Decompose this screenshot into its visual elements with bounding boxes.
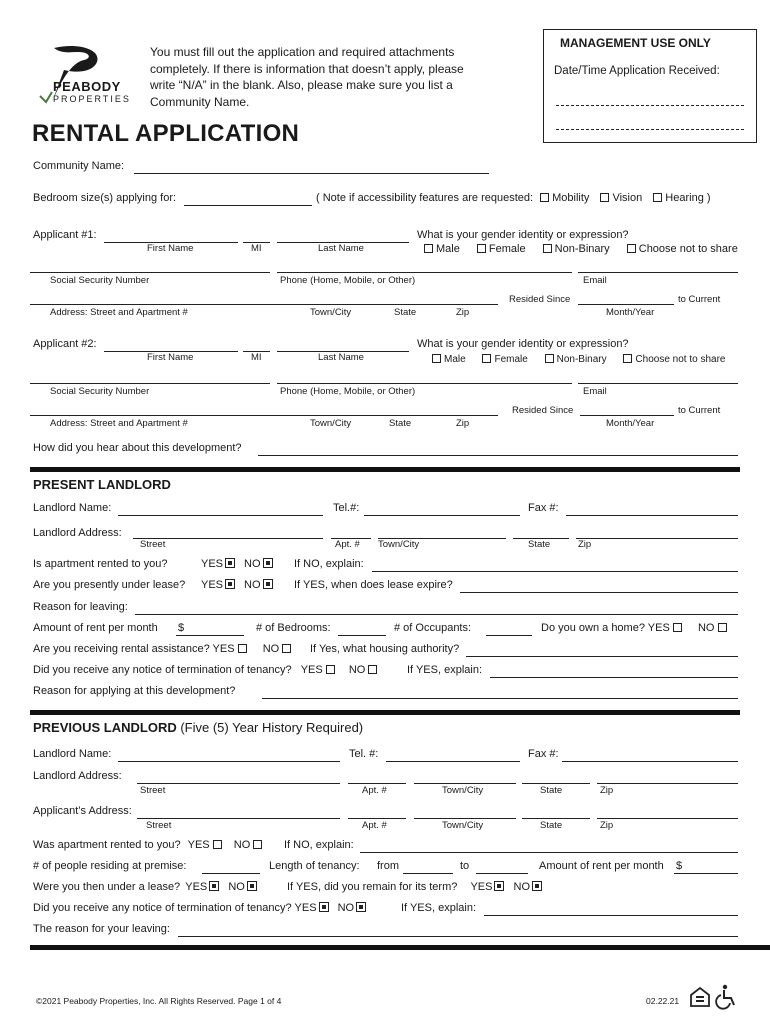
applicant1-female-label: Female: [488, 243, 526, 255]
previous-lease-no-checkbox[interactable]: [247, 881, 257, 891]
present-rent-label: Amount of rent per month: [33, 622, 158, 634]
present-rented-yes-label: YES: [201, 558, 224, 570]
applicant2-email-field[interactable]: [578, 383, 738, 384]
present-home-yes-checkbox[interactable]: [673, 623, 682, 632]
previous-state-field[interactable]: [522, 783, 590, 784]
management-received-label: Date/Time Application Received:: [554, 65, 720, 77]
applicant1-nonbinary-label: Non-Binary: [554, 243, 610, 255]
present-occupants-field[interactable]: [486, 635, 532, 636]
applicant1-resided-label: Resided Since: [509, 294, 571, 305]
previous-notice-question: [33, 902, 366, 914]
present-rented-no-label: NO: [244, 558, 261, 570]
applicant2-female-checkbox[interactable]: [482, 354, 491, 363]
applicant2-resided-field[interactable]: [580, 415, 674, 416]
present-housing-auth-label: If Yes, what housing authority?: [310, 643, 460, 655]
present-state-caption: State: [528, 539, 551, 550]
previous-to-field[interactable]: [476, 873, 528, 874]
applicant2-label: Applicant #2:: [33, 338, 97, 350]
previous-applicant-zip-field[interactable]: [597, 818, 738, 819]
management-line-1[interactable]: [556, 105, 744, 106]
applicant1-gender-question: What is your gender identity or expression?: [417, 229, 629, 241]
previous-rent-label: Amount of rent per month: [539, 860, 664, 872]
present-assist-question: [33, 643, 294, 655]
present-lease-expire-field[interactable]: [460, 592, 738, 593]
applicant1-email-field[interactable]: [578, 272, 738, 273]
applicant2-mi-caption: MI: [251, 352, 262, 363]
applicant1-mi-caption: MI: [251, 243, 262, 254]
intro-line-4: Community Name.: [150, 95, 250, 109]
applicant1-gender-options: [424, 243, 738, 255]
applicant2-zip-caption: Zip: [456, 418, 470, 429]
applicant2-state-caption: State: [389, 418, 412, 429]
present-reason-field[interactable]: [135, 614, 738, 615]
previous-tel-label: Tel. #:: [349, 748, 379, 760]
present-lease-question: Are you presently under lease?: [33, 579, 186, 591]
present-notice-yes-checkbox[interactable]: [326, 665, 335, 674]
previous-applicant-street-field[interactable]: [137, 818, 340, 819]
previous-notice-yes-label: YES: [294, 902, 317, 914]
present-lease-no-label: NO: [244, 579, 261, 591]
present-notice-label: Did you receive any notice of termination of tenancy?: [33, 664, 292, 676]
present-reason-label: Reason for leaving:: [33, 601, 128, 613]
previous-rented-question: [33, 839, 265, 851]
applicant2-notshare-label: Choose not to share: [635, 354, 726, 365]
previous-reason-field[interactable]: [178, 936, 738, 937]
applicant1-to-current: to Current: [678, 294, 721, 305]
previous-notice-explain-label: If YES, explain:: [401, 902, 477, 914]
present-reason-applying-label: Reason for applying at this development?: [33, 685, 236, 697]
previous-applicant-zip-caption: Zip: [600, 820, 614, 831]
previous-notice-no-label: NO: [337, 902, 355, 914]
applicant2-phone-field[interactable]: [277, 383, 572, 384]
present-rent-field[interactable]: [176, 635, 244, 636]
management-box: [543, 29, 757, 143]
present-home-no-label: NO: [697, 622, 715, 634]
previous-applicant-address-label: Applicant’s Address:: [33, 805, 132, 817]
previous-applicant-apt-caption: Apt. #: [362, 820, 387, 831]
present-lease-yes: [201, 579, 235, 591]
present-assist-no-checkbox[interactable]: [282, 644, 291, 653]
section-divider-2: [30, 710, 740, 715]
present-if-no-label: If NO, explain:: [294, 558, 364, 570]
applicant1-male-label: Male: [436, 243, 460, 255]
previous-from-label: from: [377, 860, 399, 872]
previous-notice-no-checkbox[interactable]: [356, 902, 366, 912]
hearing-label: Hearing ): [665, 192, 711, 204]
previous-zip-caption: Zip: [600, 785, 614, 796]
present-notice-no-label: NO: [348, 664, 366, 676]
bedroom-label: Bedroom size(s) applying for:: [33, 192, 177, 204]
present-fax-label: Fax #:: [528, 502, 559, 514]
present-rented-yes: [201, 558, 235, 570]
previous-applicant-state-caption: State: [540, 820, 563, 831]
applicant2-town-caption: Town/City: [310, 418, 352, 429]
applicant1-town-caption: Town/City: [310, 307, 352, 318]
previous-notice-yes-checkbox[interactable]: [319, 902, 329, 912]
previous-lease-yes-checkbox[interactable]: [209, 881, 219, 891]
present-fax-field[interactable]: [566, 515, 738, 516]
previous-street-field[interactable]: [137, 783, 340, 784]
present-reason-applying-field[interactable]: [262, 698, 738, 699]
previous-remain-yes-checkbox[interactable]: [494, 881, 504, 891]
vision-checkbox[interactable]: [600, 193, 609, 202]
present-assist-yes-checkbox[interactable]: [238, 644, 247, 653]
section-divider-3: [30, 945, 770, 950]
previous-tel-field[interactable]: [386, 761, 520, 762]
previous-people-label: # of people residing at premise:: [33, 860, 187, 872]
present-lease-expire-label: If YES, when does lease expire?: [294, 579, 453, 591]
present-notice-no-checkbox[interactable]: [368, 665, 377, 674]
present-notice-yes-label: YES: [300, 664, 323, 676]
intro-line-1: You must fill out the application and required attachments: [150, 45, 455, 59]
accessibility-note-label: ( Note if accessibility features are requested:: [316, 192, 534, 204]
applicant1-phone-caption: Phone (Home, Mobile, or Other): [280, 275, 416, 286]
previous-landlord-title-bold: PREVIOUS LANDLORD: [33, 720, 177, 735]
applicant2-monthyear-caption: Month/Year: [606, 418, 655, 429]
applicant2-nonbinary-checkbox[interactable]: [545, 354, 554, 363]
present-lease-yes-checkbox[interactable]: [225, 579, 235, 589]
applicant2-male-checkbox[interactable]: [432, 354, 441, 363]
applicant1-male-checkbox[interactable]: [424, 244, 433, 253]
applicant1-phone-field[interactable]: [277, 272, 572, 273]
previous-if-no-field[interactable]: [360, 852, 738, 853]
community-label: Community Name:: [33, 160, 125, 172]
present-address-label: Landlord Address:: [33, 527, 122, 539]
applicant2-address-caption: Address: Street and Apartment #: [50, 418, 188, 429]
applicant1-address-field[interactable]: [30, 304, 498, 305]
previous-applicant-street-caption: Street: [146, 820, 172, 831]
previous-tenancy-label: Length of tenancy:: [269, 860, 360, 872]
previous-town-caption: Town/City: [442, 785, 484, 796]
logo-name: PEABODY: [53, 79, 121, 94]
present-rented-question: Is apartment rented to you?: [33, 558, 168, 570]
applicant1-first-caption: First Name: [147, 243, 194, 254]
present-rented-no: [244, 558, 273, 570]
footer-code: 02.22.21: [646, 996, 680, 1006]
previous-notice-explain-field[interactable]: [484, 915, 738, 916]
present-rent-dollar: $: [178, 622, 185, 634]
present-name-field[interactable]: [118, 515, 323, 516]
previous-applicant-state-field[interactable]: [522, 818, 590, 819]
present-bedrooms-label: # of Bedrooms:: [256, 622, 331, 634]
previous-applicant-town-caption: Town/City: [442, 820, 484, 831]
present-town-caption: Town/City: [378, 539, 420, 550]
applicant2-to-current: to Current: [678, 405, 721, 416]
present-if-no-field[interactable]: [372, 571, 738, 572]
footer-copyright: ©2021 Peabody Properties, Inc. All Rights Reserved. Page 1 of 4: [36, 996, 282, 1006]
previous-apt-field[interactable]: [348, 783, 406, 784]
present-tel-label: Tel.#:: [333, 502, 360, 514]
applicant2-gender-options: [432, 354, 725, 365]
previous-rented-yes-label: YES: [187, 839, 210, 851]
intro-line-3: write “N/A” in the blank. Also, please make sure you list a: [150, 78, 453, 92]
present-landlord-title: PRESENT LANDLORD: [33, 477, 171, 492]
present-name-label: Landlord Name:: [33, 502, 112, 514]
previous-lease-yes-label: YES: [185, 881, 208, 893]
previous-apt-caption: Apt. #: [362, 785, 387, 796]
present-lease-no: [244, 579, 273, 591]
previous-state-caption: State: [540, 785, 563, 796]
present-notice-explain-label: If YES, explain:: [407, 664, 483, 676]
applicant1-female-checkbox[interactable]: [477, 244, 486, 253]
community-field[interactable]: [134, 173, 489, 174]
previous-rented-label: Was apartment rented to you?: [33, 839, 181, 851]
present-zip-caption: Zip: [578, 539, 592, 550]
present-home-no-checkbox[interactable]: [718, 623, 727, 632]
applicant2-notshare-checkbox[interactable]: [623, 354, 632, 363]
previous-name-field[interactable]: [118, 761, 340, 762]
previous-landlord-title: [33, 720, 363, 735]
present-assist-yes-label: Are you receiving rental assistance? YES: [33, 643, 235, 655]
previous-to-label: to: [460, 860, 470, 872]
previous-remain-question: [287, 881, 542, 893]
applicant2-first-caption: First Name: [147, 352, 194, 363]
present-tel-field[interactable]: [364, 515, 520, 516]
previous-applicant-apt-field[interactable]: [348, 818, 406, 819]
applicant2-male-label: Male: [444, 354, 466, 365]
hear-label: How did you hear about this development?: [33, 442, 242, 454]
previous-remain-no-checkbox[interactable]: [532, 881, 542, 891]
applicant2-resided-label: Resided Since: [512, 405, 574, 416]
previous-landlord-title-rest: (Five (5) Year History Required): [176, 720, 364, 735]
previous-remain-label: If YES, did you remain for its term?: [287, 881, 458, 893]
applicant2-phone-caption: Phone (Home, Mobile, or Other): [280, 386, 416, 397]
present-zip-field[interactable]: [576, 538, 738, 539]
present-assist-no-label: NO: [262, 643, 280, 655]
applicant2-female-label: Female: [494, 354, 528, 365]
management-title: MANAGEMENT USE ONLY: [560, 36, 711, 50]
present-rented-yes-checkbox[interactable]: [225, 558, 235, 568]
present-occupants-label: # of Occupants:: [394, 622, 472, 634]
applicant1-notshare-label: Choose not to share: [638, 243, 738, 255]
previous-address-label: Landlord Address:: [33, 770, 122, 782]
previous-lease-question: [33, 881, 257, 893]
logo-sub: PROPERTIES: [53, 94, 131, 104]
vision-label: Vision: [612, 192, 643, 204]
present-home-yes-label: Do you own a home? YES: [541, 622, 670, 634]
present-lease-no-checkbox[interactable]: [263, 579, 273, 589]
previous-town-field[interactable]: [414, 783, 516, 784]
previous-lease-no-label: NO: [228, 881, 245, 893]
mobility-checkbox[interactable]: [540, 193, 549, 202]
applicant2-email-caption: Email: [583, 386, 607, 397]
intro-line-2: completely. If there is information that doesn’t apply, please: [150, 62, 464, 76]
applicant1-monthyear-caption: Month/Year: [606, 307, 655, 318]
present-notice-question: [33, 664, 380, 676]
previous-rented-yes-checkbox[interactable]: [213, 840, 222, 849]
previous-lease-label: Were you then under a lease?: [33, 881, 181, 893]
previous-rent-field[interactable]: [674, 873, 738, 874]
applicant2-address-field[interactable]: [30, 415, 498, 416]
previous-if-no-label: If NO, explain:: [284, 839, 354, 851]
present-home-question: [541, 622, 730, 634]
present-bedrooms-field[interactable]: [338, 635, 386, 636]
present-rented-no-checkbox[interactable]: [263, 558, 273, 568]
applicant1-address-caption: Address: Street and Apartment #: [50, 307, 188, 318]
applicant1-state-caption: State: [394, 307, 417, 318]
previous-rented-no-checkbox[interactable]: [253, 840, 262, 849]
bedroom-field[interactable]: [184, 205, 312, 206]
applicant1-email-caption: Email: [583, 275, 607, 286]
present-notice-explain-field[interactable]: [490, 677, 738, 678]
present-housing-auth-field[interactable]: [466, 656, 738, 657]
applicant1-label: Applicant #1:: [33, 229, 97, 241]
hearing-checkbox[interactable]: [653, 193, 662, 202]
previous-name-label: Landlord Name:: [33, 748, 112, 760]
previous-fax-field[interactable]: [562, 761, 738, 762]
previous-rent-dollar: $: [676, 860, 683, 872]
previous-people-field[interactable]: [202, 873, 260, 874]
applicant1-last-caption: Last Name: [318, 243, 364, 254]
previous-notice-label: Did you receive any notice of termination of tenancy?: [33, 902, 292, 914]
applicant2-gender-question: What is your gender identity or expression?: [417, 338, 629, 350]
previous-street-caption: Street: [140, 785, 166, 796]
section-divider-1: [30, 467, 740, 472]
previous-from-field[interactable]: [403, 873, 453, 874]
applicant2-ssn-caption: Social Security Number: [50, 386, 150, 397]
applicant1-ssn-field[interactable]: [30, 272, 270, 273]
accessibility-note: [316, 192, 711, 204]
previous-fax-label: Fax #:: [528, 748, 559, 760]
applicant1-notshare-checkbox[interactable]: [627, 244, 636, 253]
applicant2-ssn-field[interactable]: [30, 383, 270, 384]
equal-housing-icon: [689, 986, 711, 1008]
previous-applicant-town-field[interactable]: [414, 818, 516, 819]
applicant1-nonbinary-checkbox[interactable]: [543, 244, 552, 253]
present-lease-yes-label: YES: [201, 579, 224, 591]
previous-rented-no-label: NO: [233, 839, 251, 851]
present-street-caption: Street: [140, 539, 166, 550]
applicant1-zip-caption: Zip: [456, 307, 470, 318]
previous-remain-no-label: NO: [513, 881, 531, 893]
present-apt-caption: Apt. #: [335, 539, 360, 550]
wheelchair-accessible-icon: [714, 984, 738, 1010]
previous-remain-yes-label: YES: [470, 881, 493, 893]
previous-zip-field[interactable]: [597, 783, 738, 784]
applicant1-ssn-caption: Social Security Number: [50, 275, 150, 286]
mobility-label: Mobility: [552, 192, 590, 204]
applicant2-nonbinary-label: Non-Binary: [556, 354, 607, 365]
applicant1-resided-field[interactable]: [578, 304, 674, 305]
previous-reason-label: The reason for your leaving:: [33, 923, 170, 935]
hear-field[interactable]: [258, 455, 738, 456]
management-line-2[interactable]: [556, 129, 744, 130]
page-title: RENTAL APPLICATION: [32, 120, 300, 147]
applicant2-last-caption: Last Name: [318, 352, 364, 363]
